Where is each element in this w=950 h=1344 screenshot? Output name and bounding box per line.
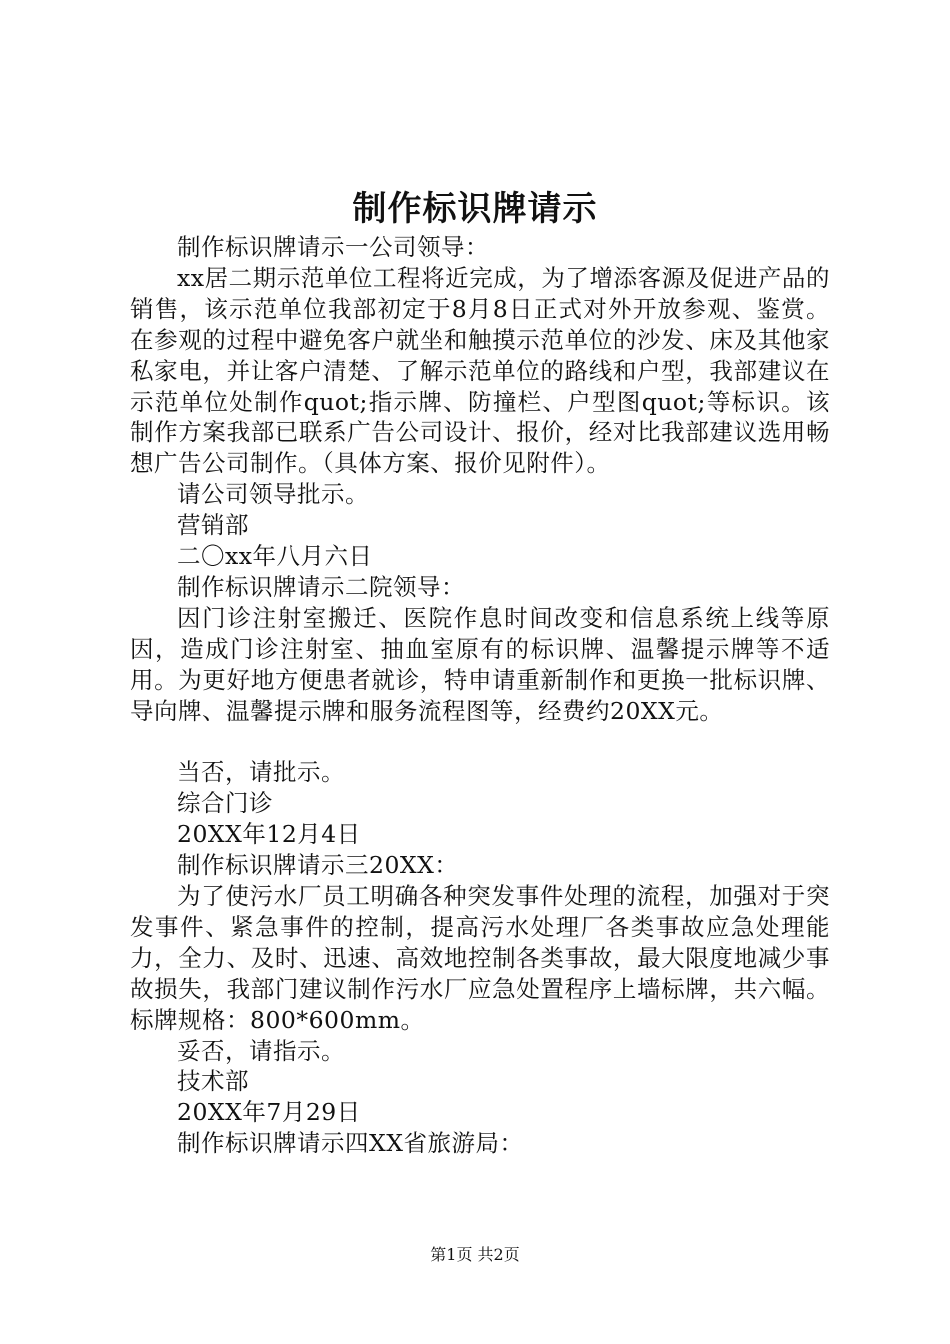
paragraph-5: 二〇xx年八月六日 <box>177 542 373 571</box>
paragraph-3: 请公司领导批示。 <box>177 480 369 509</box>
paragraph-16: 20XX年7月29日 <box>177 1098 361 1127</box>
paragraph-17: 制作标识牌请示四XX省旅游局： <box>177 1129 524 1158</box>
document-title: 制作标识牌请示 <box>352 189 598 229</box>
paragraph-9: 当否，请批示。 <box>177 758 345 787</box>
paragraph-15: 技术部 <box>177 1067 249 1096</box>
paragraph-13: 为了使污水厂员工明确各种突发事件处理的流程，加强对于突发事件、紧急事件的控制，提高污水处理厂各类事故应急处理能力，全力、及时、迅速、高效地控制各类事故，最大限度地减少事故损失，我部门建议制作污水厂应急处置程序上墙标牌，共六幅。标牌规格：800*600mm。 <box>130 882 830 1034</box>
page-footer: 第1页 共2页 <box>430 1245 520 1264</box>
paragraph-10: 综合门诊 <box>177 789 273 818</box>
paragraph-14: 妥否，请指示。 <box>177 1036 345 1065</box>
paragraph-2: xx居二期示范单位工程将近完成，为了增添客源及促进产品的销售，该示范单位我部初定于8月8日正式对外开放参观、鉴赏。在参观的过程中避免客户就坐和触摸示范单位的沙发、床及其他家私家电，并让客户清楚、了解示范单位的路线和户型，我部建议在示范单位处制作quot;指示牌、防撞栏、户型图quot;等标识。该制作方案我部已联系广告公司设计、报价，经对比我部建议选用畅想广告公司制作。（具体方案、报价见附件）。 <box>130 263 830 478</box>
paragraph-7: 因门诊注射室搬迁、医院作息时间改变和信息系统上线等原因，造成门诊注射室、抽血室原有的标识牌、温馨提示牌等不适用。为更好地方便患者就诊，特申请重新制作和更换一批标识牌、导向牌、温馨提示牌和服务流程图等，经费约20XX元。 <box>130 603 830 725</box>
paragraph-4: 营销部 <box>177 511 249 540</box>
paragraph-6: 制作标识牌请示二院领导： <box>177 572 465 601</box>
paragraph-12: 制作标识牌请示三20XX： <box>177 851 459 880</box>
paragraph-1: 制作标识牌请示一公司领导： <box>177 233 489 261</box>
document-body <box>130 232 830 1159</box>
blank-line <box>130 727 830 758</box>
paragraph-11: 20XX年12月4日 <box>177 820 361 849</box>
